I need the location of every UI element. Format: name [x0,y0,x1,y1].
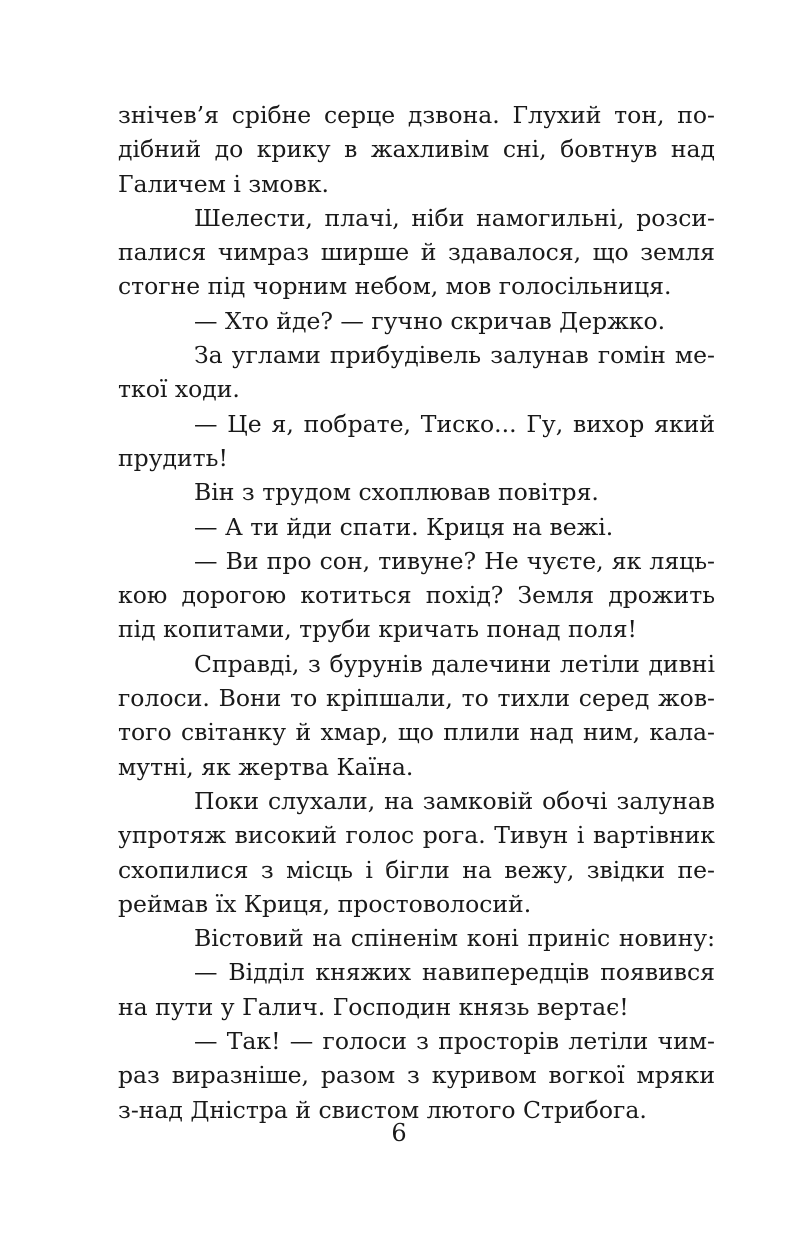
text-line: знічев’я срібне серце дзвона. Глухий тон, по- [118,101,715,129]
text-line: Вістовий на спіненім коні приніс новину: [194,924,715,953]
text-line: мутні, як жертва Каїна. [118,752,414,781]
text-line: Поки слухали, на замковій обочі залунав [194,786,715,815]
text-line: — Це я, побрате, Тиско... Гу, вихор який [194,409,715,438]
text-line: голоси. Вони то кріпшали, то тихли серед жов- [118,684,715,713]
text-line: — Ви про сон, тивуне? Не чуєте, як ляць- [194,546,715,575]
text-line: Справді, з бурунів далечини летіли дивні [194,649,715,678]
text-line: того світанку й хмар, що плили над ним, кала- [118,718,715,747]
text-line: під копитами, труби кричать понад поля! [118,615,637,644]
text-line: — Відділ княжих навипередців появився [194,958,715,987]
text-line: — Хто йде? — гучно скричав Держко. [194,306,666,335]
text-line: За углами прибудівель залунав гомін ме- [194,341,715,370]
text-line: дібний до крику в жахливім сні, бовтнув над [118,135,715,164]
text-line: — А ти йди спати. Криця на вежі. [194,512,614,541]
text-line: прудить! [118,443,228,472]
text-line: стогне під чорним небом, мов голосільниця. [118,272,672,301]
text-line: з-над Дністра й свистом лютого Стрибога. [118,1095,647,1124]
text-line: упротяж високий голос рога. Тивун і вартівник [118,821,715,850]
text-line: реймав їх Криця, простоволосий. [118,889,532,918]
text-line: — Так! — голоси з просторів летіли чим- [194,1027,715,1056]
text-line: Шелести, плачі, ніби намогильні, розси- [194,203,715,232]
text-line: на пути у Галич. Господин князь вертає! [118,992,629,1021]
body-text [118,98,715,1127]
text-line: схопилися з місць і бігли на вежу, звідки пе- [118,855,715,884]
text-line: Він з трудом схоплював повітря. [194,478,599,507]
text-line: раз виразніше, разом з куривом вогкої мряки [118,1061,715,1090]
text-line: ткої ходи. [118,375,240,404]
text-line: кою дорогою котиться похід? Земля дрожить [118,581,715,610]
text-line: палися чимраз ширше й здавалося, що земля [118,238,715,267]
page-number: 6 [391,1119,407,1147]
text-line: Галичем і змовк. [118,169,329,198]
